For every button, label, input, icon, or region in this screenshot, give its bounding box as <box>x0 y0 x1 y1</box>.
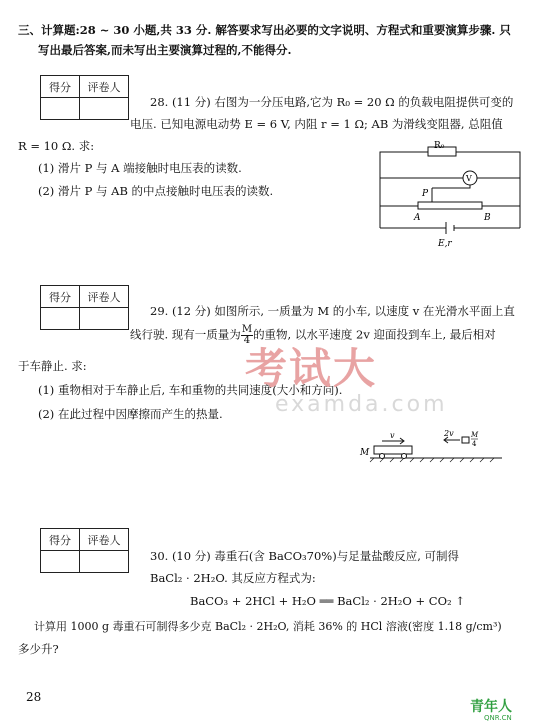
grader-cell <box>80 98 129 120</box>
q29-part1: (1) 重物相对于车静止后, 车和重物的共同速度(大小和方向). <box>38 383 343 397</box>
q29-line2-post: 的重物, 以水平速度 2v 迎面投到车上, 最后相对 <box>253 327 496 342</box>
q29-line1: 29. (12 分) 如图所示, 一质量为 M 的小车, 以速度 v 在光滑水平面上直 <box>150 304 515 318</box>
corner-logo: 青年人 <box>470 699 512 715</box>
score-label: 得分 <box>41 529 80 551</box>
fig-a-label: A <box>414 213 421 223</box>
score-cell <box>41 308 80 330</box>
grader-label: 评卷人 <box>80 286 129 308</box>
cart-diagram <box>352 428 512 464</box>
score-box-30 <box>40 528 129 573</box>
corner-logo-url: QNR.CN <box>484 714 512 722</box>
q30-line1: 30. (10 分) 毒重石(含 BaCO₃70%)与足量盐酸反应, 可制得 <box>150 549 460 563</box>
rheostat-ab <box>418 202 482 209</box>
score-label: 得分 <box>41 286 80 308</box>
score-cell <box>41 551 80 573</box>
score-box-28 <box>40 75 129 120</box>
watermark-url: examda.com <box>275 392 448 417</box>
fig-er-label: E,r <box>438 239 452 249</box>
block-icon <box>462 437 469 443</box>
cart-wheel <box>380 454 385 459</box>
q30-line3: 计算用 1000 g 毒重石可制得多少克 BaCl₂ · 2H₂O, 消耗 36% 的 HCl 溶液(密度 1.18 g/cm³) <box>34 620 502 633</box>
q28-line1: 28. (11 分) 右图为一分压电路,它为 R₀ = 20 Ω 的负载电阻提供可变的 <box>150 95 514 109</box>
section-heading: 三、计算题:28 ~ 30 小题,共 33 分. 解答要求写出必要的文字说明、方程式和重要演算步骤. 只 <box>18 23 511 37</box>
score-box-29 <box>40 285 129 330</box>
q30-line4: 多少升? <box>18 642 59 656</box>
fig-r0-label: R₀ <box>434 141 445 151</box>
q29-line3: 于车静止. 求: <box>18 359 87 373</box>
frac-num: M <box>241 324 253 335</box>
score-label: 得分 <box>41 76 80 98</box>
score-cell <box>41 98 80 120</box>
fig-v-label: v <box>390 431 395 440</box>
q30-line2: BaCl₂ · 2H₂O. 其反应方程式为: <box>150 571 316 585</box>
q28-line3: R = 10 Ω. 求: <box>18 139 95 153</box>
section-heading-cont: 写出最后答案,而未写出主要演算过程的,不能得分. <box>38 43 292 57</box>
fig-b-label: B <box>484 213 491 223</box>
q28-part1: (1) 滑片 P 与 A 端接触时电压表的读数. <box>38 161 242 175</box>
page-number: 28 <box>26 690 42 704</box>
grader-label: 评卷人 <box>80 76 129 98</box>
grader-cell <box>80 308 129 330</box>
fig-m4-num: M <box>471 431 479 439</box>
cart-wheel <box>402 454 407 459</box>
q28-part2: (2) 滑片 P 与 AB 的中点接触时电压表的读数. <box>38 184 274 198</box>
fig-p-label: P <box>422 189 429 199</box>
q30-equation: BaCO₃ + 2HCl + H₂O ══ BaCl₂ · 2H₂O + CO₂ ↑ <box>190 594 465 608</box>
frac-den: 4 <box>243 335 251 346</box>
fig-2v-label: 2v <box>444 429 454 438</box>
grader-label: 评卷人 <box>80 529 129 551</box>
fig-m4-den: 4 <box>472 440 477 448</box>
fig-v-label: V <box>466 174 472 183</box>
circuit-diagram <box>370 140 530 250</box>
cart-body <box>374 446 412 454</box>
q29-part2: (2) 在此过程中因摩擦而产生的热量. <box>38 407 223 421</box>
q28-line2: 电压. 已知电源电动势 E = 6 V, 内阻 r = 1 Ω; AB 为滑线变阻器, 总阻值 <box>130 117 503 131</box>
q29-line2-pre: 线行驶. 现有一质量为 <box>130 327 241 342</box>
watermark-logo: 考试大 <box>245 344 378 393</box>
grader-cell <box>80 551 129 573</box>
fig-m-label: M <box>360 448 370 458</box>
